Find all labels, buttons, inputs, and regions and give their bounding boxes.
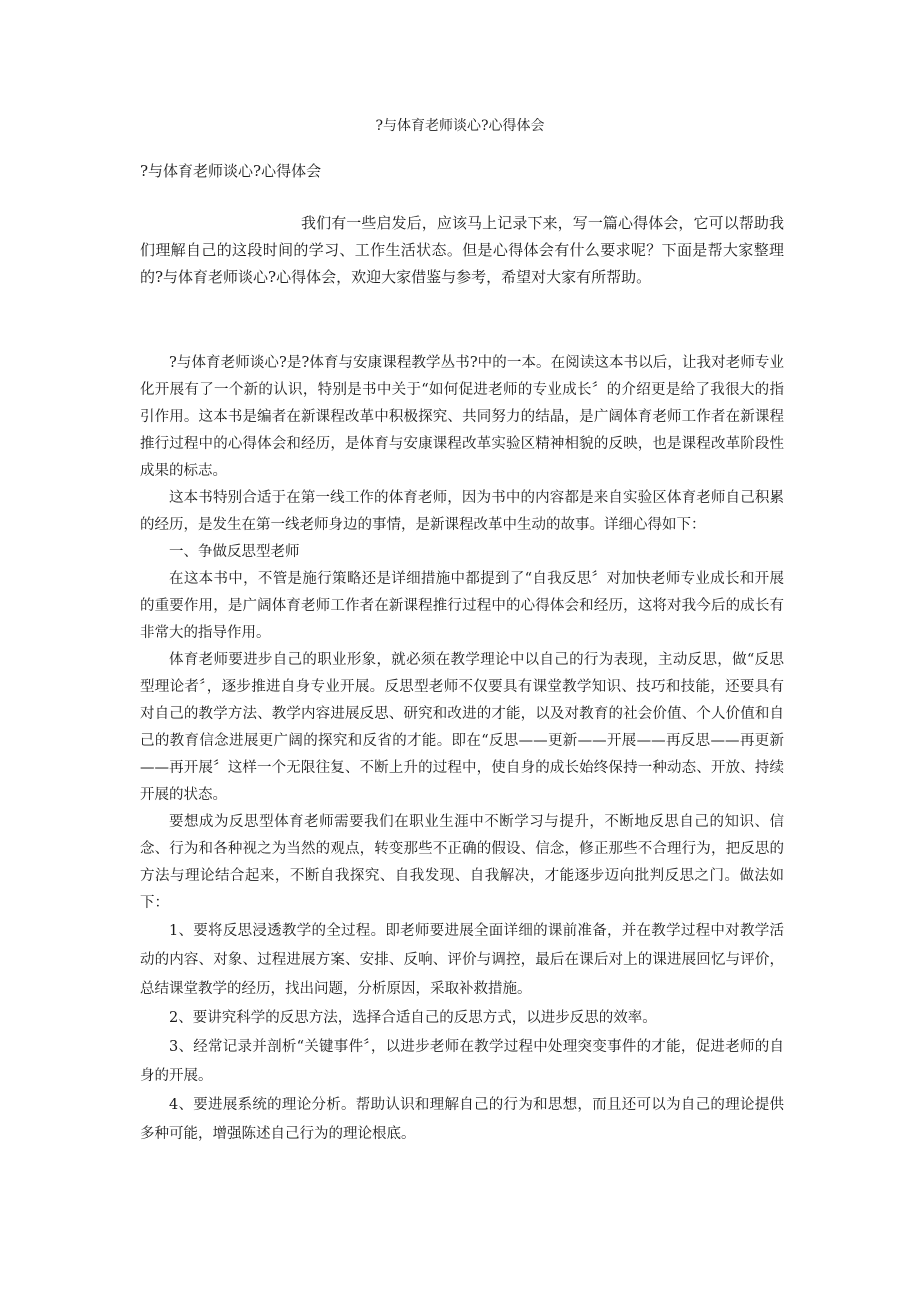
document-body (140, 350, 784, 1149)
body-paragraph: 体育老师要进步自己的职业形象，就必须在教学理论中以自己的行为表现，主动反思，做“反思型理论者〞，逐步推进自身专业开展。反思型老师不仅要具有课堂教学知识、技巧和技能，还要具有对自己的教学方法、教学内容进展反思、研究和改进的才能，以及对教育的社会价值、个人价值和自己的教育信念进展更广阔的探究和反省的才能。即在“反思——更新——开展——再反思——再更新——再开展〞这样一个无限往复、不断上升的过程中，使自身的成长始终保持一种动态、开放、持续开展的状态。 (140, 652, 784, 803)
body-paragraph: 要想成为反思型体育老师需要我们在职业生涯中不断学习与提升，不断地反思自己的知识、信念、行为和各种视之为当然的观点，转变那些不正确的假设、信念，修正那些不合理行为，把反思的方法与理论结合起来，不断自我探究、自我发现、自我解决，才能逐步迈向批判反思之门。做法如下： (140, 814, 784, 911)
document-subtitle: ?与体育老师谈心?心得体会 (140, 162, 322, 180)
body-paragraph: 在这本书中，不管是施行策略还是详细措施中都提到了“自我反思〞对加快老师专业成长和开展的重要作用，是广阔体育老师工作者在新课程推行过程中的心得体会和经历，这将对我今后的成长有非常大的指导作用。 (140, 571, 784, 641)
section-heading: 一、争做反思型老师 (169, 544, 300, 560)
body-paragraph: 这本书特别合适于在第一线工作的体育老师，因为书中的内容都是来自实验区体育老师自己积累的经历，是发生在第一线老师身边的事情，是新课程改革中生动的故事。详细心得如下： (140, 490, 784, 533)
body-paragraph: ?与体育老师谈心?是?体育与安康课程教学丛书?中的一本。在阅读这本书以后，让我对老师专业化开展有了一个新的认识，特别是书中关于“如何促进老师的专业成长〞的介绍更是给了我很大的指引作用。这本书是编者在新课程改革中积极探究、共同努力的结晶，是广阔体育老师工作者在新课程推行过程中的心得体会和经历，是体育与安康课程改革实验区精神相貌的反映，也是课程改革阶段性成果的标志。 (140, 355, 784, 479)
list-item: 3、经常记录并剖析“关键事件〞，以进步老师在教学过程中处理突变事件的才能，促进老师的自身的开展。 (140, 1039, 784, 1084)
list-item: 4、要进展系统的理论分析。帮助认识和理解自己的行为和思想，而且还可以为自己的理论提供多种可能，增强陈述自己行为的理论根底。 (140, 1097, 784, 1142)
document-title: ?与体育老师谈心?心得体会 (375, 118, 545, 134)
list-item: 1、要将反思浸透教学的全过程。即老师要进展全面详细的课前准备，并在教学过程中对教学活动的内容、对象、过程进展方案、安排、反响、评价与调控，最后在课后对上的课进展回忆与评价，总结课堂教学的经历，找出问题，分析原因，采取补救措施。 (140, 923, 784, 997)
intro-paragraph: 我们有一些启发后，应该马上记录下来，写一篇心得体会，它可以帮助我们理解自己的这段时间的学习、工作生活状态。但是心得体会有什么要求呢？下面是帮大家整理的?与体育老师谈心?心得体会，欢迎大家借鉴与参考，希望对大家有所帮助。 (140, 214, 784, 286)
list-item: 2、要讲究科学的反思方法，选择合适自己的反思方式，以进步反思的效率。 (169, 1010, 657, 1026)
